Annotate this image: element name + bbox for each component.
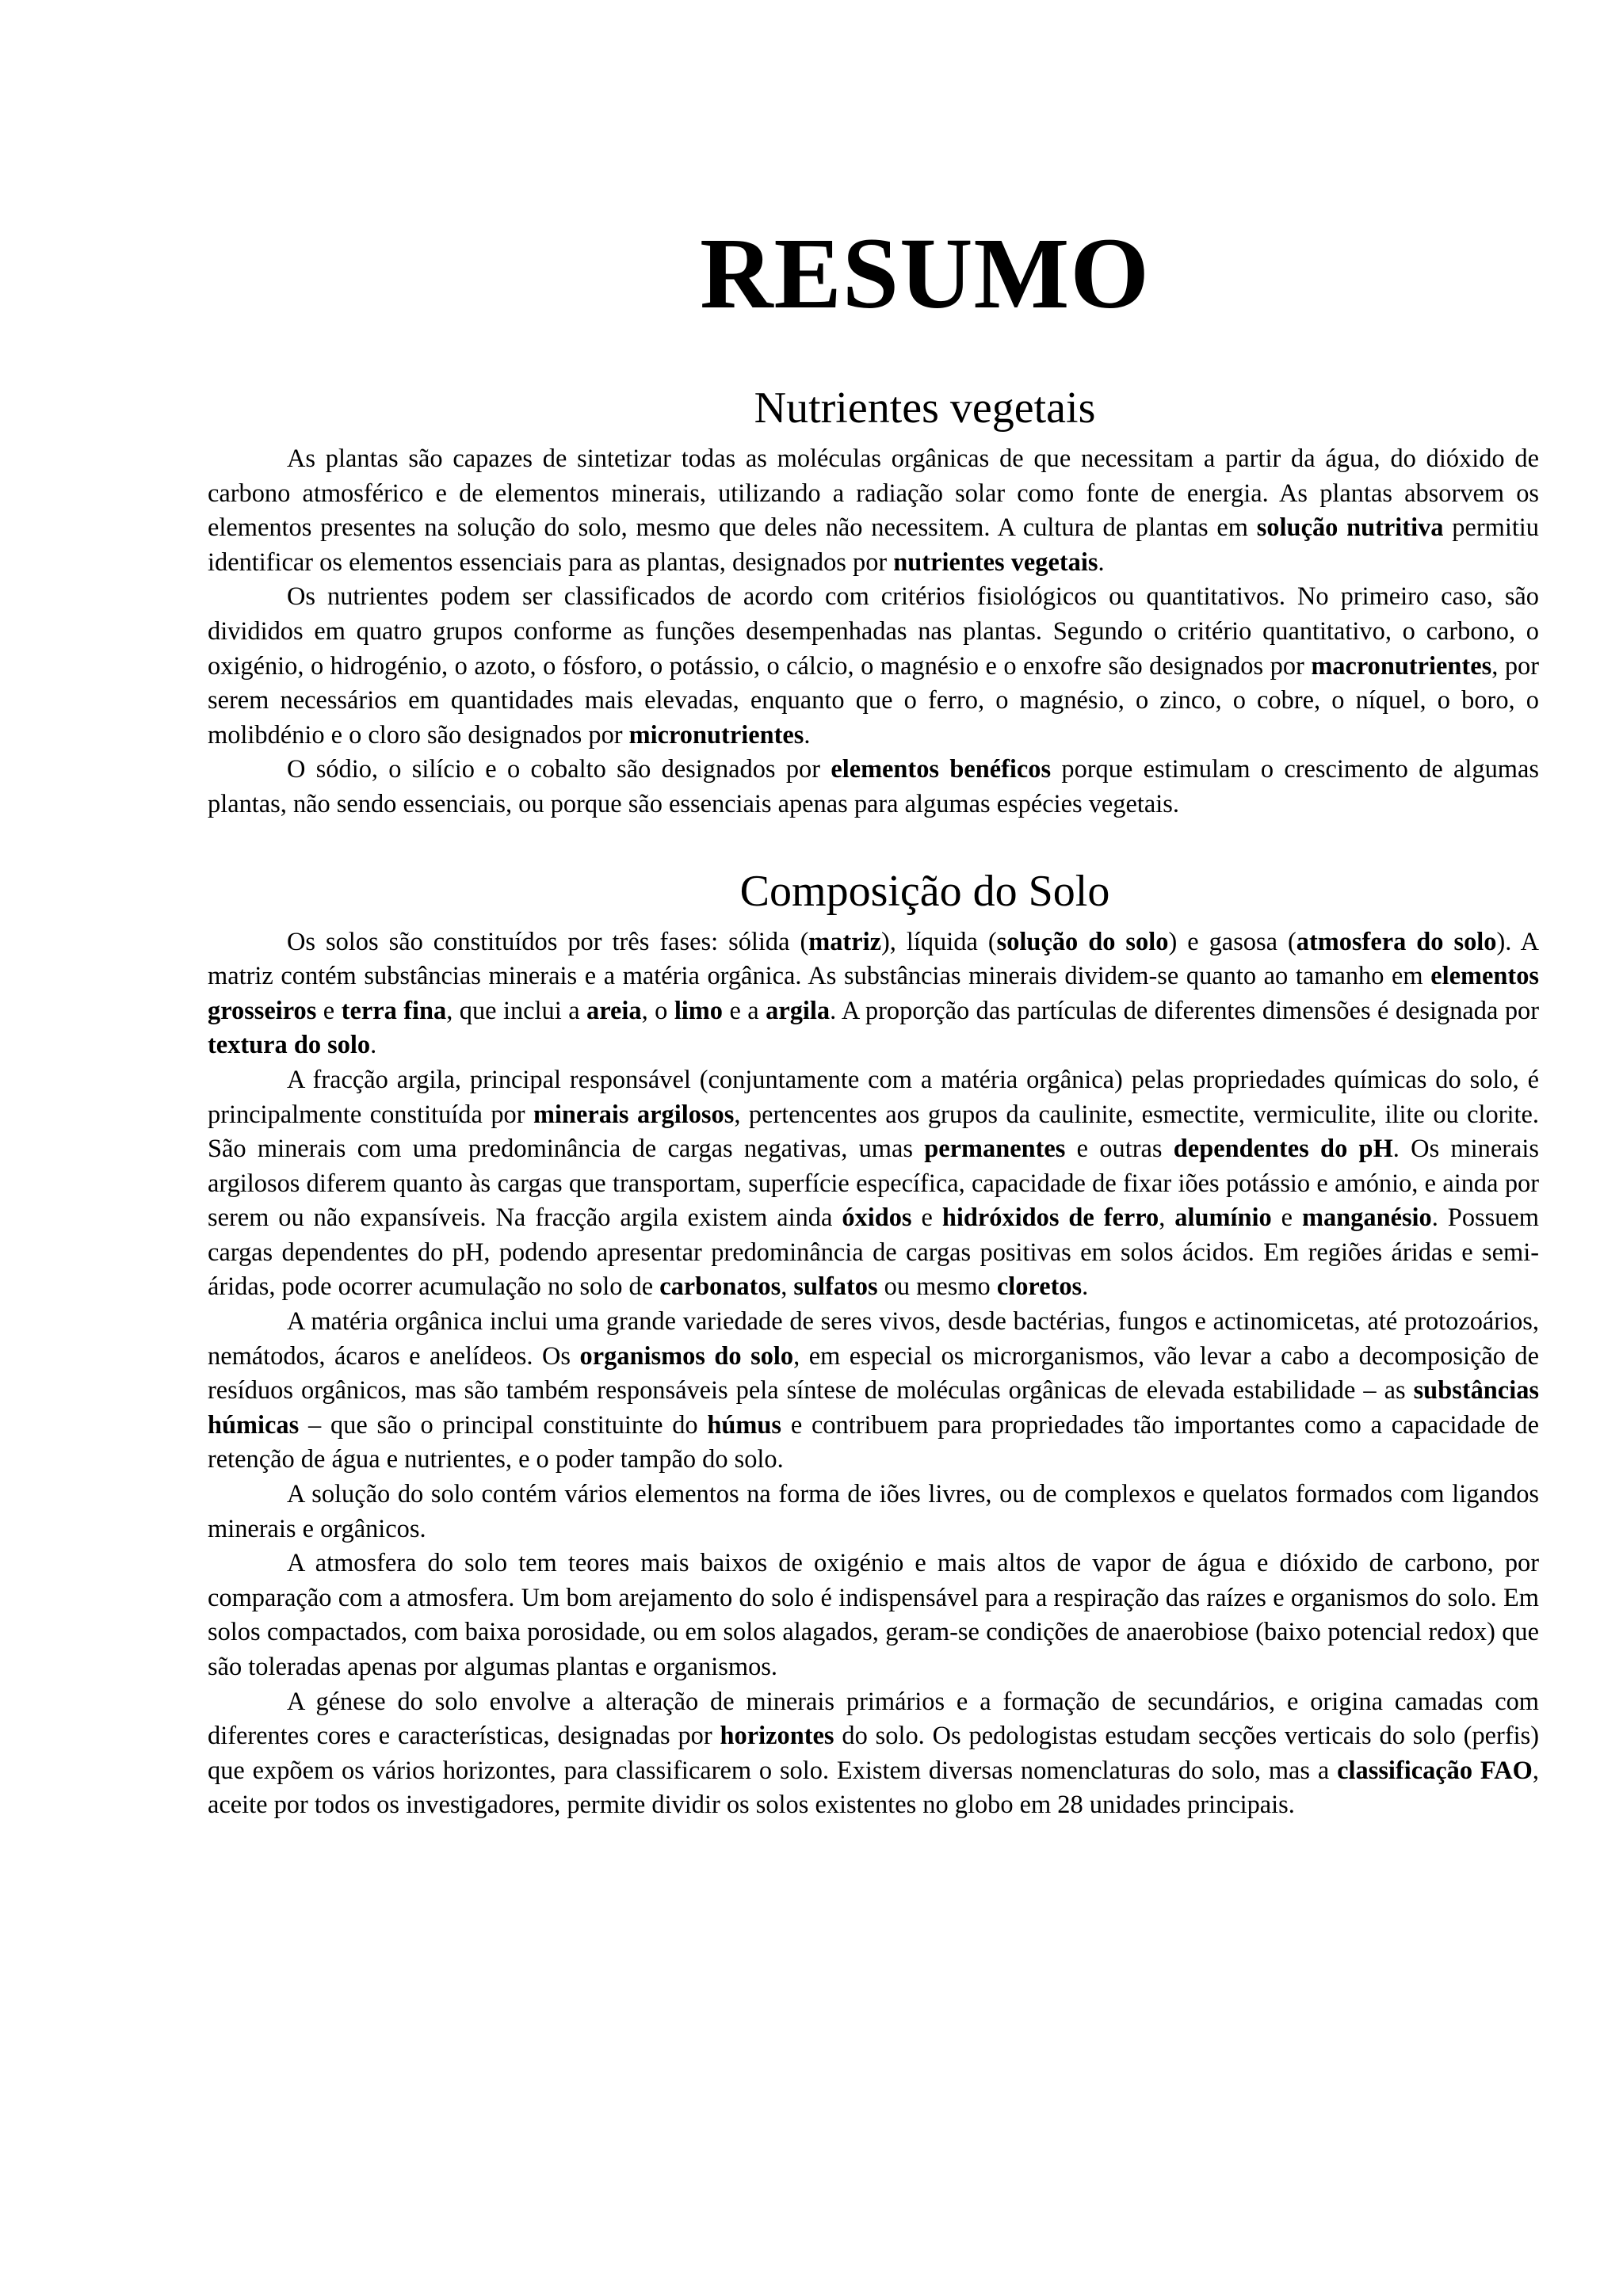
bold-term: sulfatos bbox=[793, 1272, 878, 1302]
bold-term: elementos benéficos bbox=[831, 755, 1052, 784]
document-title: RESUMO bbox=[700, 217, 1150, 330]
bold-term: minerais argilosos bbox=[533, 1100, 735, 1129]
paragraph: A atmosfera do solo tem teores mais baixos de oxigénio e mais altos de vapor de água e dióxido de carbono, por comparação com a atmosfera. Um bom arejamento do solo é indispensável para a respiração das raízes e organismos do solo. Em solos compactados, com baixa porosidade, ou em solos alagados, geram-se condições de anaerobiose (baixo potencial redox) que são toleradas apenas por algumas plantas e organismos. bbox=[208, 1549, 1539, 1681]
bold-term: organismos do solo bbox=[579, 1341, 794, 1371]
paragraph: Os solos são constituídos por três fases: sólida (matriz), líquida (solução do solo) e gasosa (atmosfera do solo). A matriz contém substâncias minerais e a matéria orgânica. As substâncias minerais dividem-se quanto ao tamanho em elementos grosseiros e terra fina, que inclui a areia, o limo e a argila. A proporção das partículas de diferentes dimensões é designada por textura do solo. bbox=[208, 927, 1540, 1060]
paragraph: As plantas são capazes de sintetizar todas as moléculas orgânicas de que necessitam a partir da água, do dióxido de carbono atmosférico e de elementos minerais, utilizando a radiação solar como fonte de energia. As plantas absorvem os elementos presentes na solução do solo, mesmo que deles não necessitem. A cultura de plantas em solução nutritiva permitiu identificar os elementos essenciais para as plantas, designados por nutrientes vegetais. bbox=[208, 444, 1540, 577]
bold-term: permanentes bbox=[924, 1135, 1066, 1164]
paragraph: A solução do solo contém vários elementos na forma de iões livres, ou de complexos e quelatos formados com ligandos minerais e orgânicos. bbox=[208, 1480, 1539, 1543]
bold-term: terra fina bbox=[341, 996, 447, 1025]
bold-term: hidróxidos de ferro bbox=[941, 1203, 1159, 1233]
bold-term: dependentes do pH bbox=[1173, 1135, 1393, 1164]
bold-term: matriz bbox=[808, 927, 881, 956]
paragraph: A matéria orgânica inclui uma grande variedade de seres vivos, desde bactérias, fungos e actinomicetas, até protozoários, nemátodos, ácaros e anelídeos. Os organismos do solo, em especial os microrganismos, vão levar a cabo a decomposição de resíduos orgânicos, mas são também responsáveis pela síntese de moléculas orgânicas de elevada estabilidade – as substâncias húmicas – que são o principal constituinte do húmus e contribuem para propriedades tão importantes como a capacidade de retenção de água e nutrientes, e o poder tampão do solo. bbox=[208, 1307, 1539, 1474]
bold-term: micronutrientes bbox=[628, 720, 804, 749]
bold-term: limo bbox=[674, 996, 723, 1025]
section-nutrientes-vegetais bbox=[208, 442, 1539, 822]
bold-term: nutrientes vegetais bbox=[893, 547, 1098, 577]
bold-term: textura do solo bbox=[208, 1031, 371, 1060]
bold-term: classificação FAO bbox=[1337, 1756, 1533, 1785]
bold-term: carbonatos bbox=[659, 1272, 781, 1302]
paragraph: Os nutrientes podem ser classificados de acordo com critérios fisiológicos ou quantitativos. No primeiro caso, são divididos em quatro grupos conforme as funções desempenhadas nas plantas. Segundo o critério quantitativo, o carbono, o oxigénio, o hidrogénio, o azoto, o fósforo, o potássio, o cálcio, o magnésio e o enxofre são designados por macronutrientes, por serem necessários em quantidades mais elevadas, enquanto que o ferro, o magnésio, o zinco, o cobre, o níquel, o boro, o molibdénio e o cloro são designados por micronutrientes. bbox=[208, 582, 1539, 749]
paragraph: O sódio, o silício e o cobalto são designados por elementos benéficos porque estimulam o crescimento de algumas plantas, não sendo essenciais, ou porque são essenciais apenas para algumas espécies vegetais. bbox=[208, 755, 1539, 818]
bold-term: húmus bbox=[707, 1410, 782, 1440]
bold-term: substâncias húmicas bbox=[208, 1376, 1539, 1440]
document-body bbox=[208, 214, 1539, 1823]
bold-term: cloretos bbox=[996, 1272, 1083, 1302]
section-heading-nutrientes-vegetais: Nutrientes vegetais bbox=[754, 383, 1096, 433]
bold-term: alumínio bbox=[1174, 1203, 1272, 1233]
bold-term: manganésio bbox=[1301, 1203, 1432, 1233]
section-composicao-do-solo bbox=[208, 925, 1539, 1823]
bold-term: elementos grosseiros bbox=[208, 962, 1539, 1025]
bold-term: horizontes bbox=[720, 1722, 834, 1751]
section-heading-composicao-do-solo: Composição do Solo bbox=[739, 866, 1110, 916]
paragraph: A fracção argila, principal responsável (conjuntamente com a matéria orgânica) pelas propriedades químicas do solo, é principalmente constituída por minerais argilosos, pertencentes aos grupos da caulinite, esmectite, vermiculite, ilite ou clorite. São minerais com uma predominância de cargas negativas, umas permanentes e outras dependentes do pH. Os minerais argilosos diferem quanto às cargas que transportam, superfície específica, capacidade de fixar iões potássio e amónio, e ainda por serem ou não expansíveis. Na fracção argila existem ainda óxidos e hidróxidos de ferro, alumínio e manganésio. Possuem cargas dependentes do pH, podendo apresentar predominância de cargas positivas em solos ácidos. Em regiões áridas e semi-áridas, pode ocorrer acumulação no solo de carbonatos, sulfatos ou mesmo cloretos. bbox=[208, 1065, 1539, 1302]
paragraph: A génese do solo envolve a alteração de minerais primários e a formação de secundários, e origina camadas com diferentes cores e características, designadas por horizontes do solo. Os pedologistas estudam secções verticais do solo (perfis) que expõem os vários horizontes, para classificarem o solo. Existem diversas nomenclaturas do solo, mas a classificação FAO, aceite por todos os investigadores, permite dividir os solos existentes no globo em 28 unidades principais. bbox=[208, 1687, 1540, 1820]
bold-term: solução do solo bbox=[996, 927, 1169, 956]
bold-term: areia bbox=[586, 996, 642, 1025]
bold-term: argila bbox=[766, 996, 831, 1025]
bold-term: óxidos bbox=[842, 1203, 912, 1233]
bold-term: solução nutritiva bbox=[1256, 513, 1444, 543]
bold-term: atmosfera do solo bbox=[1296, 927, 1497, 956]
bold-term: macronutrientes bbox=[1311, 651, 1492, 681]
